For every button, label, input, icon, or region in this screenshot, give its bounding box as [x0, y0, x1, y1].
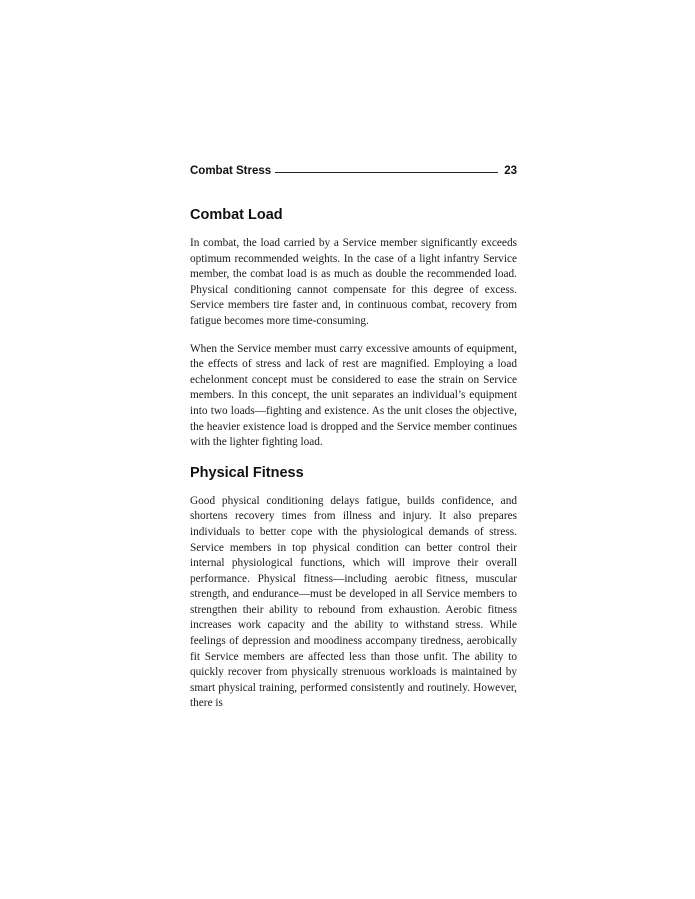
section-physical-fitness — [190, 463, 517, 712]
running-head-rule — [275, 172, 498, 173]
paragraph: Good physical conditioning delays fatigue, builds confidence, and shortens recovery times from illness and injury. It also prepares individuals to better cope with the physiological demands of stress. Service members in top physical condition can better control their internal physiological functions, which will improve their overall performance. Physical fitness—including aerobic fitness, muscular strength, and endurance—must be developed in all Service members to strengthen their ability to rebound from exhaustion. Aerobic fitness increases work capacity and the ability to withstand stress. While feelings of depression and moodiness accompany tiredness, aerobically fit Service members are affected less than those unfit. The ability to quickly recover from physically strenuous workloads is maintained by smart physical training, performed consistently and routinely. However, there is — [190, 494, 517, 710]
section-heading: Combat Load — [190, 207, 283, 223]
section-combat-load — [190, 205, 517, 451]
section-heading: Physical Fitness — [190, 464, 304, 481]
page-number: 23 — [504, 165, 517, 177]
running-head — [190, 162, 517, 180]
paragraph: In combat, the load carried by a Service member significantly exceeds optimum recommended weights. In the case of a light infantry Service member, the combat load is as much as double the recommended load. Physical conditioning cannot compensate for this degree of excess. Service members tire faster and, in continuous combat, recovery from fatigue becomes more time-consuming. — [190, 237, 517, 327]
page-content — [190, 205, 517, 724]
running-head-title: Combat Stress — [190, 165, 272, 177]
paragraph: When the Service member must carry excessive amounts of equipment, the effects of stress and lack of rest are magnified. Employing a load echelonment concept must be considered to ease the strain on Service members. In this concept, the unit separates an individual’s equipment into two loads—fighting and existence. As the unit closes the objective, the heavier existence load is dropped and the Service member continues with the lighter fighting load. — [190, 342, 517, 449]
